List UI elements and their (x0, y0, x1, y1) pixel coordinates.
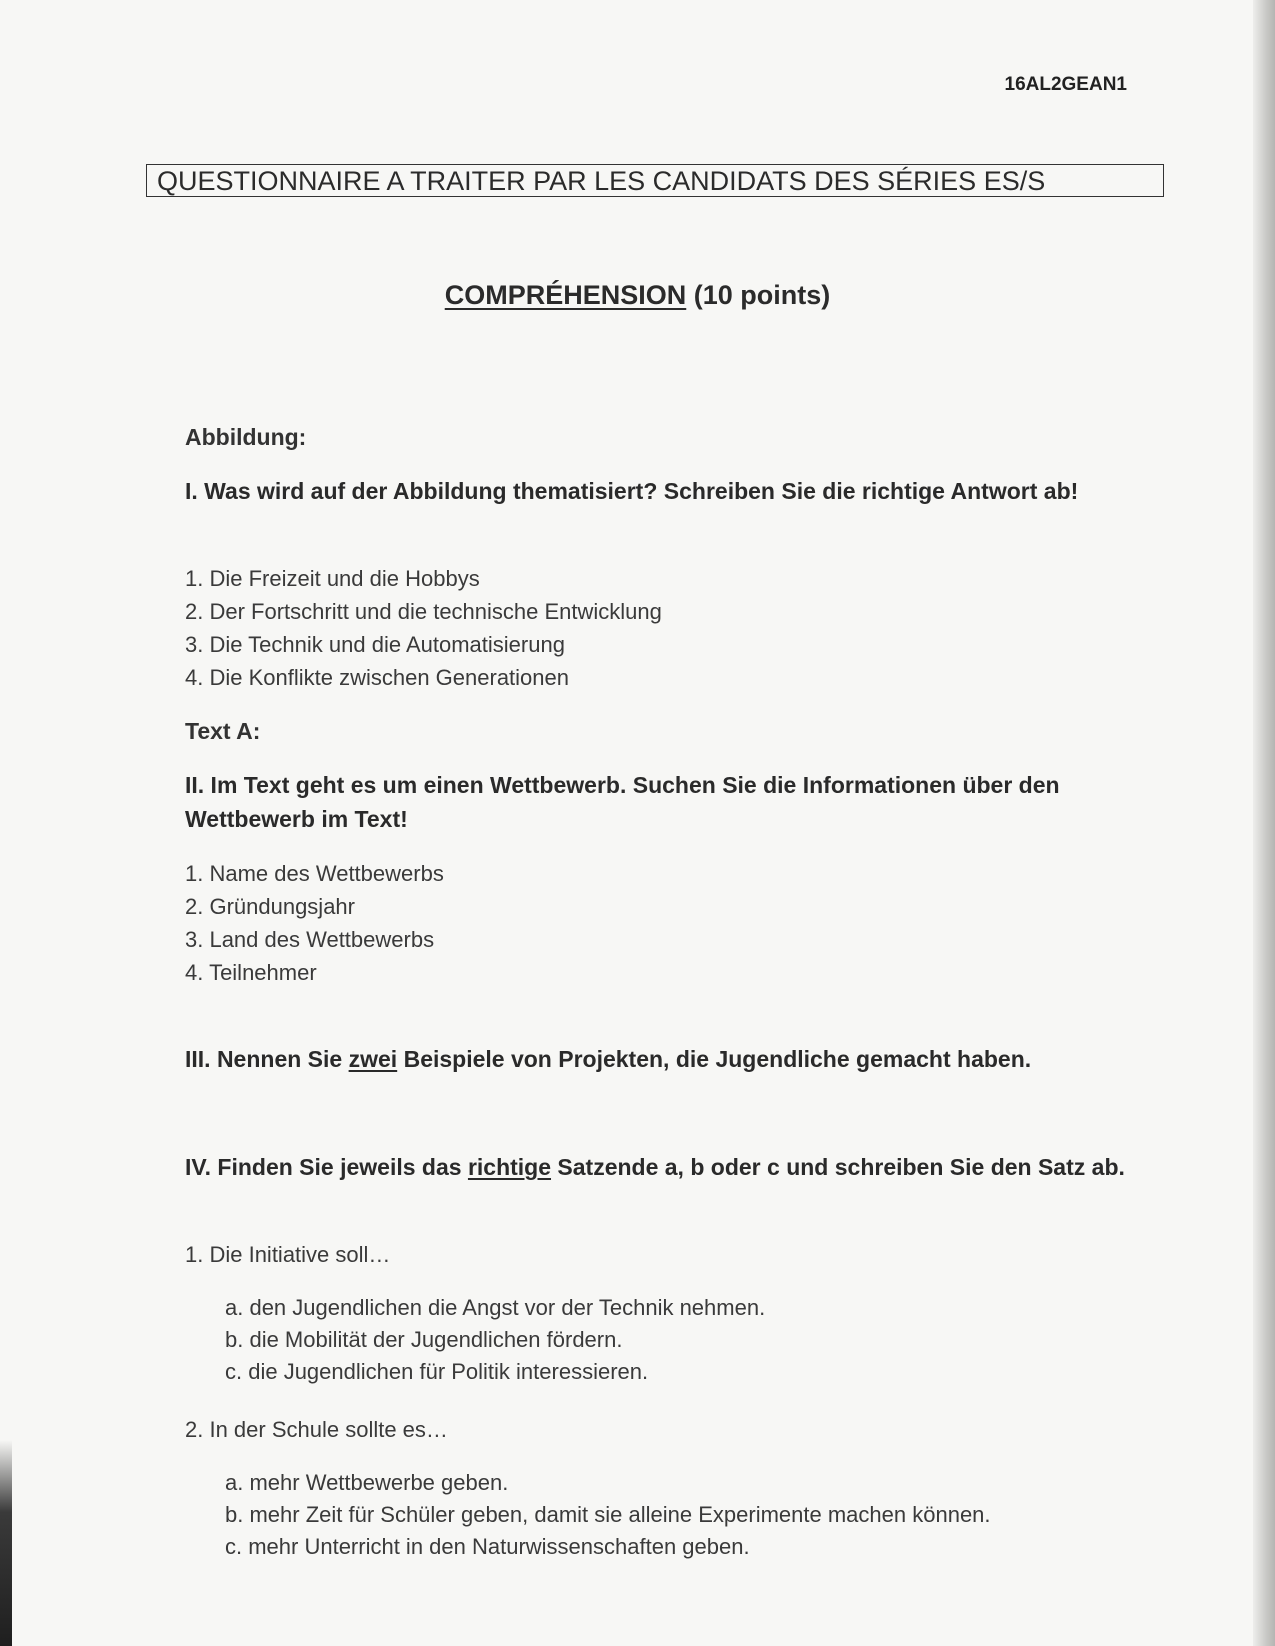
question-3-text-start: III. Nennen Sie (185, 1046, 349, 1072)
question-3 (185, 1042, 1145, 1076)
list-item: 4. Die Konflikte zwischen Generationen (185, 665, 569, 690)
list-item: 1. Die Freizeit und die Hobbys (185, 566, 480, 591)
page-edge-shadow (1253, 0, 1275, 1646)
list-item: a. mehr Wettbewerbe geben. (225, 1470, 509, 1495)
list-item: c. die Jugendlichen für Politik interessieren. (225, 1359, 649, 1384)
list-item: 1. Name des Wettbewerbs (185, 861, 444, 886)
list-item: 3. Land des Wettbewerbs (185, 927, 435, 952)
question-4-text-start: IV. Finden Sie jeweils das (185, 1154, 468, 1180)
question-3-text-end: Beispiele von Projekten, die Jugendliche gemacht haben. (397, 1046, 1032, 1072)
sub-question-2-options (225, 1467, 991, 1563)
question-3-emphasis: zwei (348, 1046, 398, 1072)
question-2-items (185, 857, 444, 989)
list-item: b. mehr Zeit für Schüler geben, damit sie alleine Experimente machen können. (225, 1502, 991, 1527)
question-1: I. Was wird auf der Abbildung thematisiert? Schreiben Sie die richtige Antwort ab! (185, 478, 1079, 504)
list-item: 2. Gründungsjahr (185, 894, 355, 919)
section-title (0, 280, 1275, 311)
list-item: 4. Teilnehmer (185, 960, 317, 985)
sub-question-1: 1. Die Initiative soll… (185, 1242, 391, 1267)
sub-question-1-options (225, 1292, 765, 1388)
text-a-label: Text A: (185, 718, 261, 744)
scan-corner-shadow (0, 1440, 12, 1646)
list-item: a. den Jugendlichen die Angst vor der Technik nehmen. (225, 1295, 766, 1320)
list-item: b. die Mobilität der Jugendlichen fördern. (225, 1327, 623, 1352)
questionnaire-banner: QUESTIONNAIRE A TRAITER PAR LES CANDIDATS DES SÉRIES ES/S (146, 164, 1164, 197)
question-1-options (185, 562, 662, 694)
section-title-text: COMPRÉHENSION (444, 280, 687, 310)
sub-question-2: 2. In der Schule sollte es… (185, 1417, 448, 1442)
question-4 (185, 1150, 1125, 1184)
question-2: II. Im Text geht es um einen Wettbewerb. Suchen Sie die Informationen über den Wettbewerb im Text! (185, 772, 1060, 832)
question-4-emphasis: richtige (467, 1154, 552, 1180)
question-4-text-end: Satzende a, b oder c und schreiben Sie den Satz ab. (551, 1154, 1125, 1180)
list-item: 3. Die Technik und die Automatisierung (185, 632, 565, 657)
list-item: 2. Der Fortschritt und die technische Entwicklung (185, 599, 662, 624)
document-code: 16AL2GEAN1 (1004, 74, 1127, 95)
list-item: c. mehr Unterricht in den Naturwissenschaften geben. (225, 1534, 750, 1559)
abbildung-label: Abbildung: (185, 424, 307, 450)
section-points: (10 points) (693, 280, 831, 310)
